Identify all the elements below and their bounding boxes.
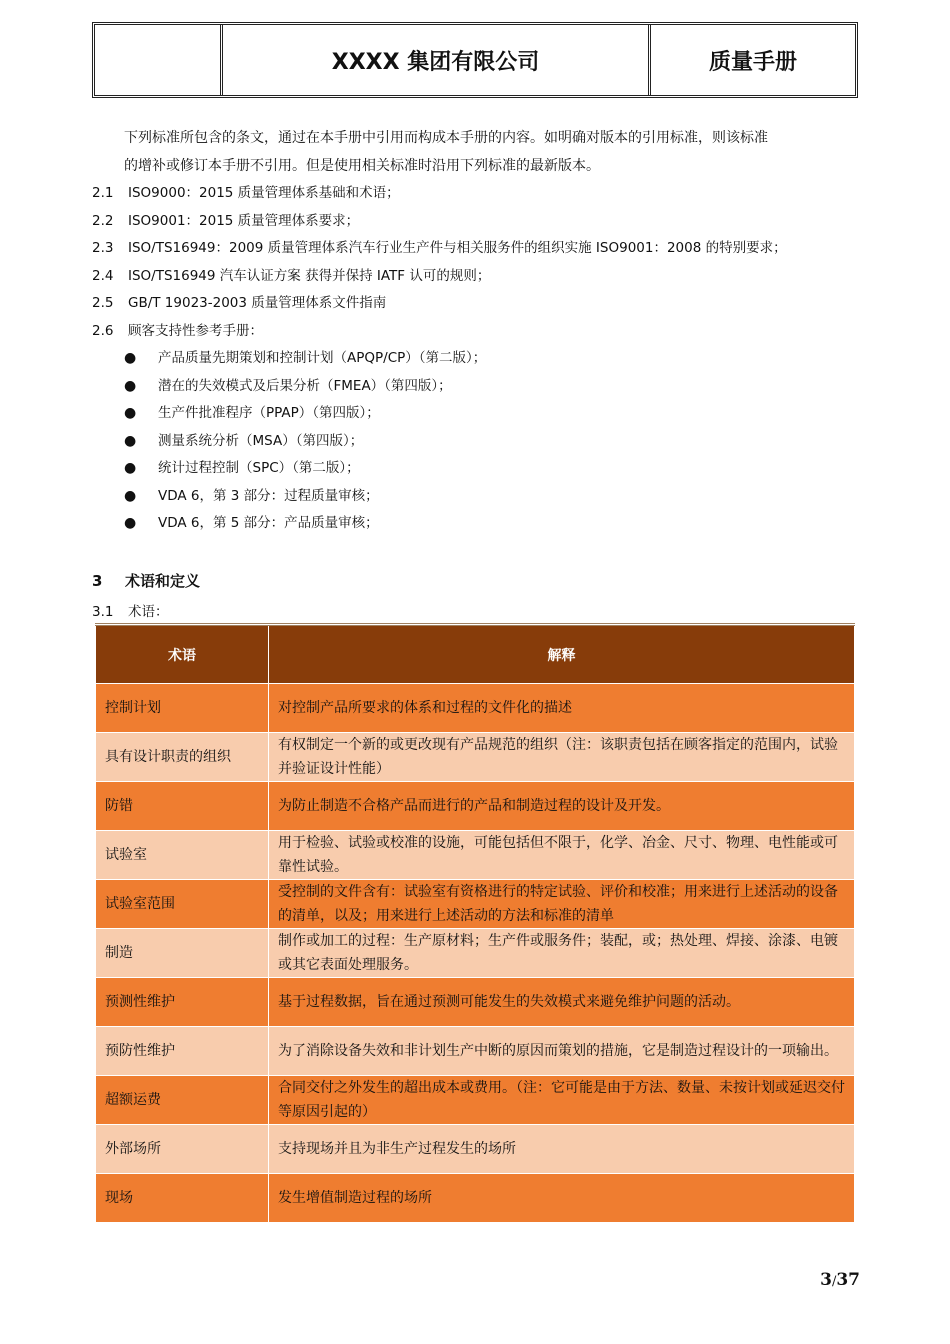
table-row (96, 929, 855, 978)
document-title: 质量手册 (708, 49, 797, 75)
term-cell: 制造 (96, 929, 269, 978)
table-row (96, 880, 855, 929)
reference-number: 2.2 (92, 212, 114, 229)
term-cell: 控制计划 (96, 684, 269, 733)
reference-list (92, 180, 872, 538)
subsection-heading (92, 600, 169, 620)
reference-text: ISO/TS16949 汽车认证方案 获得并保持 IATF 认可的规则； (128, 267, 491, 284)
definition-cell: 受控制的文件含有：试验室有资格进行的特定试验、评价和校准；用来进行上述活动的设备的清单，以及；用来进行上述活动的方法和标准的清单 (269, 880, 855, 929)
reference-item (92, 180, 872, 208)
bullet-icon: ● (124, 350, 137, 366)
column-header-term: 术语 (96, 625, 269, 684)
manual-list (124, 345, 872, 538)
table-row (96, 733, 855, 782)
reference-item (92, 263, 872, 291)
table-row (96, 1174, 855, 1223)
reference-number: 2.6 (92, 322, 114, 339)
table-row (96, 978, 855, 1027)
definition-cell: 对控制产品所要求的体系和过程的文件化的描述 (269, 684, 855, 733)
term-cell: 外部场所 (96, 1125, 269, 1174)
reference-number: 2.3 (92, 240, 114, 256)
manual-text: 统计过程控制（SPC）（第二版）； (158, 460, 360, 476)
header-logo-cell (95, 25, 223, 95)
page-separator: / (831, 1274, 837, 1289)
manual-item (124, 345, 872, 373)
section-title: 术语和定义 (125, 572, 201, 590)
page-number (820, 1270, 860, 1290)
column-header-definition: 解释 (269, 625, 855, 684)
definition-cell: 为了消除设备失效和非计划生产中断的原因而策划的措施，它是制造过程设计的一项输出。 (269, 1027, 855, 1076)
definition-cell: 支持现场并且为非生产过程发生的场所 (269, 1125, 855, 1174)
term-cell: 预测性维护 (96, 978, 269, 1027)
table-header-row (96, 625, 855, 684)
term-cell: 预防性维护 (96, 1027, 269, 1076)
manual-item (124, 510, 872, 538)
table-row (96, 782, 855, 831)
definition-cell: 发生增值制造过程的场所 (269, 1174, 855, 1223)
manual-text: 产品质量先期策划和控制计划（APQP/CP）（第二版）； (158, 350, 487, 366)
manual-item (124, 483, 872, 511)
definition-cell: 有权制定一个新的或更改现有产品规范的组织（注：该职责包括在顾客指定的范围内，试验并验证设计性能） (269, 733, 855, 782)
reference-item (92, 235, 872, 263)
definition-cell: 基于过程数据，旨在通过预测可能发生的失效模式来避免维护问题的活动。 (269, 978, 855, 1027)
bullet-icon: ● (124, 515, 137, 531)
table-row (96, 1125, 855, 1174)
page-current: 3 (820, 1270, 832, 1290)
reference-item (92, 208, 872, 236)
manual-text: 生产件批准程序（PPAP）（第四版）； (158, 405, 380, 421)
reference-number: 2.1 (92, 185, 114, 201)
manual-item (124, 428, 872, 456)
term-cell: 防错 (96, 782, 269, 831)
manual-text: 潜在的失效模式及后果分析（FMEA）（第四版）； (158, 377, 452, 394)
bullet-icon: ● (124, 432, 137, 449)
term-cell: 具有设计职责的组织 (96, 733, 269, 782)
intro-line-2: 的增补或修订本手册不引用。但是使用相关标准时沿用下列标准的最新版本。 (124, 158, 600, 174)
reference-number: 2.4 (92, 267, 114, 284)
section-heading (92, 570, 200, 591)
intro-paragraph (124, 124, 864, 180)
manual-text: VDA 6，第 5 部分：产品质量审核； (158, 515, 379, 531)
definition-cell: 用于检验、试验或校准的设施，可能包括但不限于，化学、冶金、尺寸、物理、电性能或可靠性试验。 (269, 831, 855, 880)
manual-item (124, 400, 872, 428)
definition-cell: 合同交付之外发生的超出成本或费用。（注：它可能是由于方法、数量、未按计划或延迟交付等原因引起的） (269, 1076, 855, 1125)
reference-text: ISO9001：2015 质量管理体系要求； (128, 212, 360, 229)
reference-item (92, 290, 872, 318)
terms-table (95, 623, 855, 1223)
bullet-icon: ● (124, 487, 137, 504)
intro-line-1: 下列标准所包含的条文，通过在本手册中引用而构成本手册的内容。如明确对版本的引用标准，则该标准 (124, 130, 768, 146)
term-cell: 超额运费 (96, 1076, 269, 1125)
reference-number: 2.5 (92, 295, 114, 311)
reference-item (92, 318, 872, 346)
definition-cell: 制作或加工的过程：生产原材料；生产件或服务件；装配，或；热处理、焊接、涂漆、电镀或其它表面处理服务。 (269, 929, 855, 978)
bullet-icon: ● (124, 405, 137, 421)
definition-cell: 为防止制造不合格产品而进行的产品和制造过程的设计及开发。 (269, 782, 855, 831)
table-row (96, 831, 855, 880)
table-row (96, 684, 855, 733)
manual-text: 测量系统分析（MSA）（第四版）； (158, 432, 364, 449)
section-number: 3 (92, 572, 103, 590)
subsection-number: 3.1 (92, 604, 114, 620)
manual-text: VDA 6，第 3 部分：过程质量审核； (158, 487, 379, 504)
reference-text: ISO/TS16949：2009 质量管理体系汽车行业生产件与相关服务件的组织实施 ISO9001：2008 的特别要求； (128, 240, 787, 256)
reference-text: 顾客支持性参考手册： (128, 322, 263, 339)
bullet-icon: ● (124, 460, 137, 476)
company-name: XXXX 集团有限公司 (223, 25, 651, 95)
table-row (96, 1076, 855, 1125)
manual-item (124, 455, 872, 483)
reference-text: ISO9000：2015 质量管理体系基础和术语； (128, 185, 400, 201)
document-header (92, 22, 858, 98)
reference-text: GB/T 19023-2003 质量管理体系文件指南 (128, 295, 387, 311)
manual-item (124, 373, 872, 401)
term-cell: 试验室范围 (96, 880, 269, 929)
bullet-icon: ● (124, 377, 137, 394)
table-row (96, 1027, 855, 1076)
term-cell: 试验室 (96, 831, 269, 880)
subsection-title: 术语： (128, 604, 169, 620)
term-cell: 现场 (96, 1174, 269, 1223)
page-total: 37 (836, 1270, 860, 1290)
